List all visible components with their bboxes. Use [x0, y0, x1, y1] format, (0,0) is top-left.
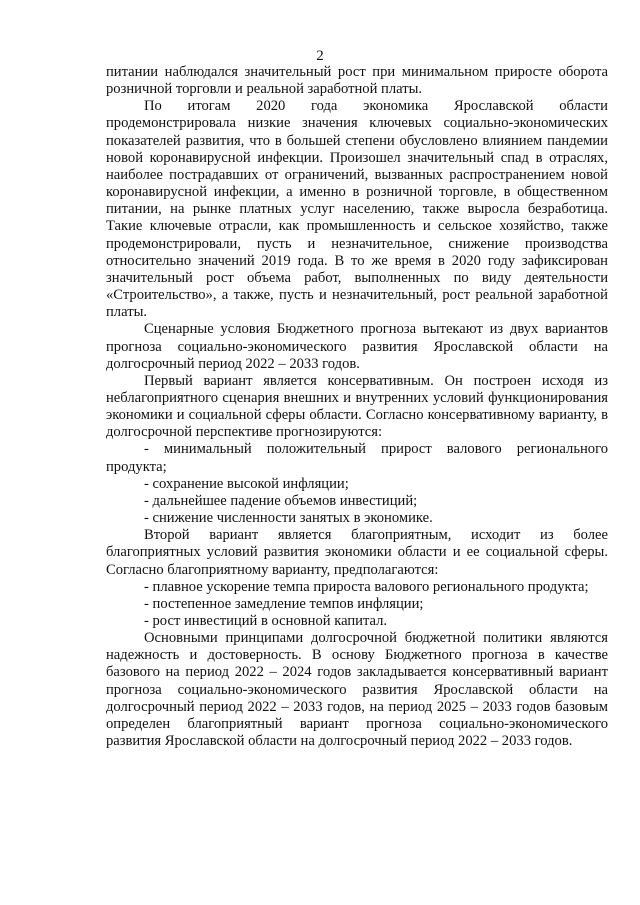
paragraph-scenario-conditions: Сценарные условия Бюджетного прогноза вытекают из двух вариантов прогноза социально-экономического развития Ярославской области на долгосрочный период 2022 – 2033 годов. — [106, 321, 608, 372]
page-number: 2 — [316, 48, 324, 64]
paragraph-conservative-variant: Первый вариант является консервативным. Он построен исходя из неблагоприятного сценария внешних и внутренних условий функционирования экономики и социальной сферы области. Согласно консервативному варианту, в долгосрочной перспективе прогнозируются: — [106, 372, 608, 441]
list-item: - рост инвестиций в основной капитал. — [144, 613, 388, 629]
paragraph-continuation: питании наблюдался значительный рост при минимальном приросте оборота розничной торговли и реальной заработной платы. — [106, 64, 608, 98]
list-item: - снижение численности занятых в экономике. — [144, 510, 433, 527]
list-item: - дальнейшее падение объемов инвестиций; — [144, 492, 418, 509]
list-item: - постепенное замедление темпов инфляции; — [144, 595, 424, 612]
paragraph-budget-principles: Основными принципами долгосрочной бюджетной политики являются надежность и достоверность. В основу Бюджетного прогноза в качестве базового на период 2022 – 2024 годов закладывается консервативный вариант прогноза социально-экономического развития Ярославской области на долгосрочный период 2022 – 2033 годов, на период 2025 – 2033 годов базовым определен благоприятный вариант прогноза социально-экономического развития Ярославской области на долгосрочный период 2022 – 2033 годов. — [106, 630, 608, 750]
list-item: - сохранение высокой инфляции; — [144, 475, 349, 492]
list-item: - плавное ускорение темпа прироста валового регионального продукта; — [144, 578, 589, 595]
document-body — [106, 64, 608, 750]
paragraph-2020-results: По итогам 2020 года экономика Ярославской области продемонстрировала низкие значения ключевых социально-экономических показателей развития, что в большей степени обусловлено влиянием пандемии новой коронавирусной инфекции. Произошел значительный спад в отраслях, наиболее пострадавших от ограничений, вызванных распространением новой коронавирусной инфекции, а именно в розничной торговле, в общественном питании, на рынке платных услуг населению, также выросла безработица. Такие ключевые отрасли, как промышленность и сельское хозяйство, также продемонстрировали, пусть и незначительное, снижение производства относительно значений 2019 года. В то же время в 2020 году зафиксирован значительный рост объема работ, выполненных по виду деятельности «Строительство», а также, пусть и незначительный, рост реальной заработной платы. — [106, 98, 608, 321]
list-item: - минимальный положительный прирост валового регионального продукта; — [106, 441, 608, 475]
paragraph-favorable-variant: Второй вариант является благоприятным, исходит из более благоприятных условий развития экономики области и ее социальной сферы. Согласно благоприятному варианту, предполагаются: — [106, 527, 608, 578]
